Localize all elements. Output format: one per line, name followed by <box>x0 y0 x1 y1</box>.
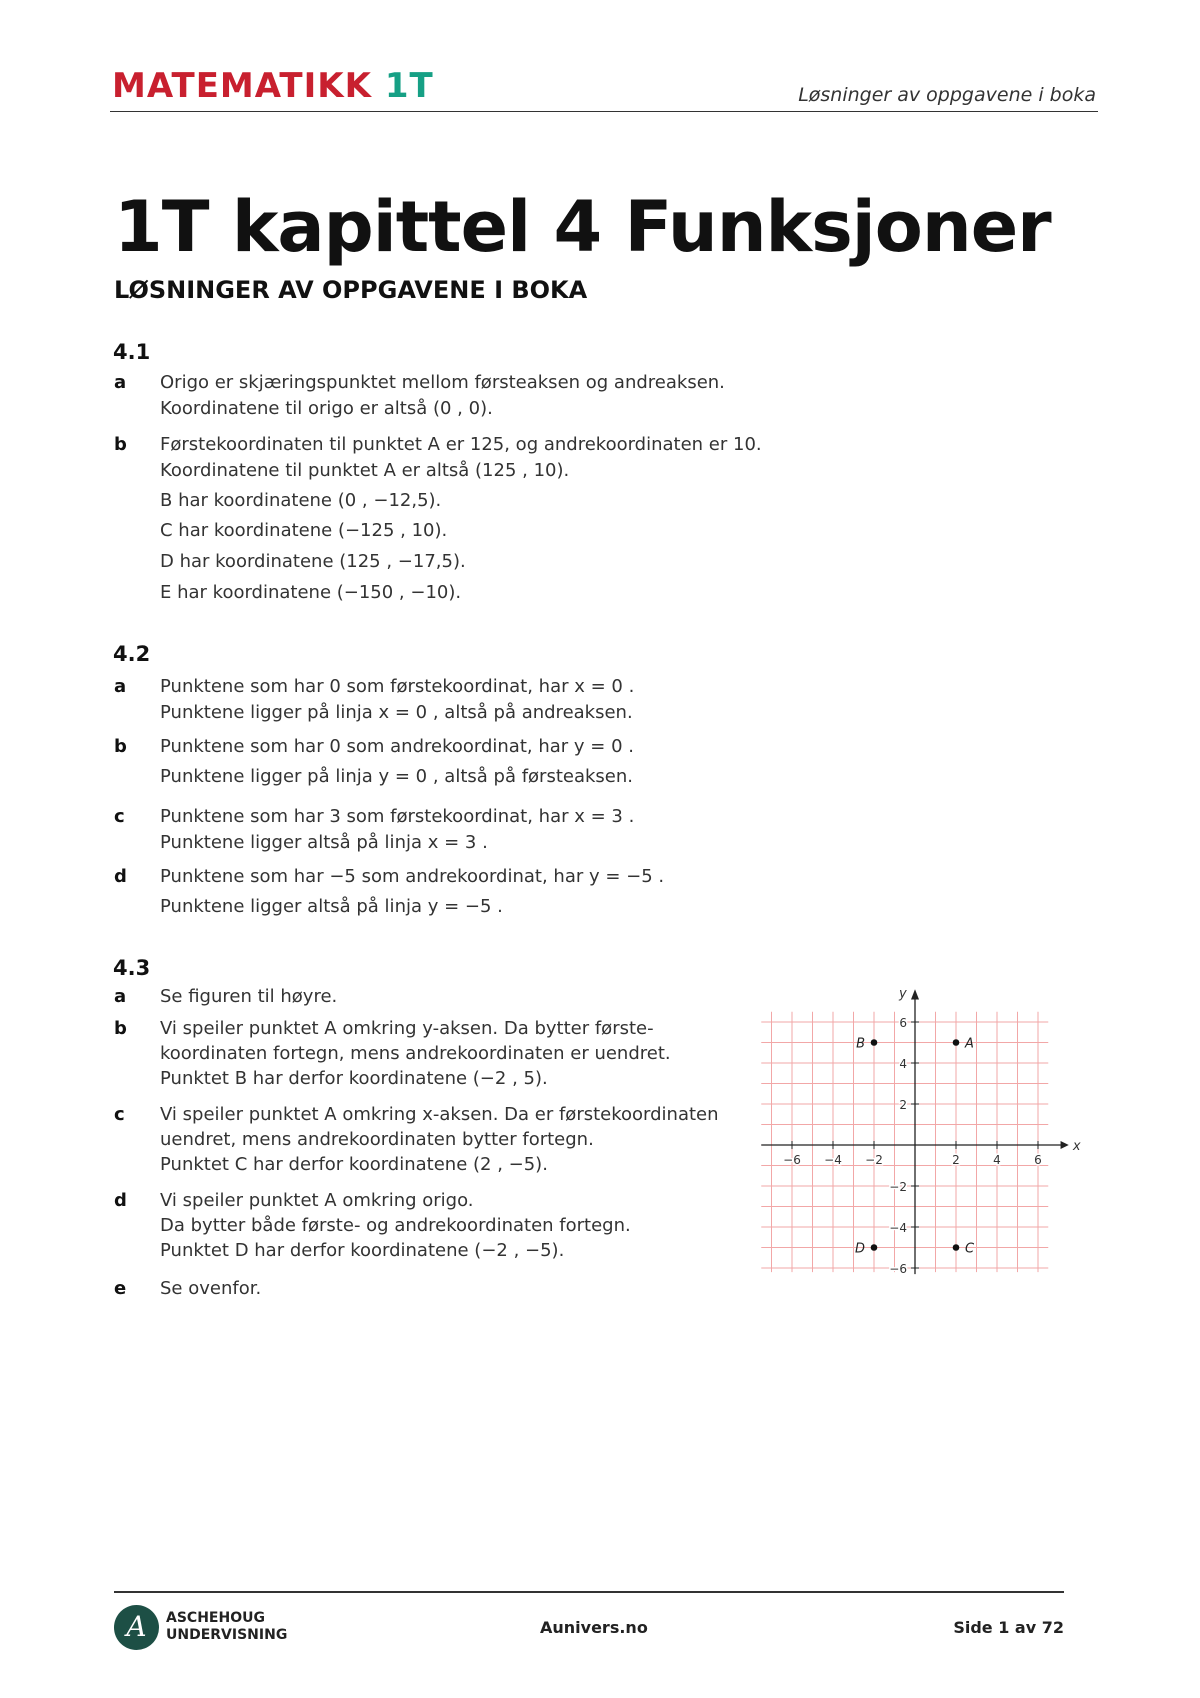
point-a <box>953 1039 960 1046</box>
text-line: Punktene ligger altså på linja y = −5 . <box>160 896 503 917</box>
brand-main: MATEMATIKK <box>112 66 372 106</box>
publisher-logo-icon: A <box>114 1605 159 1650</box>
section-heading-4-2: 4.2 <box>113 642 151 666</box>
text-line: C har koordinatene (−125 , 10). <box>160 520 448 541</box>
point-label-d: D <box>854 1241 865 1257</box>
text-line: Punktene ligger altså på linja x = 3 . <box>160 832 488 853</box>
text-line: uendret, mens andrekoordinaten bytter fortegn. <box>160 1129 594 1150</box>
x-tick-label: 4 <box>993 1153 1001 1167</box>
text-line: Punktene som har 3 som førstekoordinat, har x = 3 . <box>160 806 635 827</box>
coordinate-figure <box>780 975 1081 1276</box>
task-label-4-3d: d <box>114 1190 127 1211</box>
page-title: 1T kapittel 4 Funksjoner <box>114 186 1051 268</box>
text-line: Vi speiler punktet A omkring y-aksen. Da bytter første- <box>160 1018 654 1039</box>
header-caption: Løsninger av oppgavene i boka <box>798 84 1096 106</box>
text-line: Origo er skjæringspunktet mellom førsteaksen og andreaksen. <box>160 372 725 393</box>
text-line: Punktene som har 0 som andrekoordinat, har y = 0 . <box>160 736 634 757</box>
task-label-4-2a: a <box>114 676 127 697</box>
header-divider <box>110 111 1098 112</box>
section-heading-4-3: 4.3 <box>113 956 151 980</box>
text-line: B har koordinatene (0 , −12,5). <box>160 490 442 511</box>
y-axis-label: y <box>899 986 907 1002</box>
task-label-4-3b: b <box>114 1018 127 1039</box>
text-line: Punktene ligger på linja x = 0 , altså på andreaksen. <box>160 702 633 723</box>
y-tick-label: 6 <box>899 1016 907 1030</box>
task-label-4-2b: b <box>114 736 127 757</box>
page-number: Side 1 av 72 <box>953 1618 1064 1637</box>
publisher-line-2: UNDERVISNING <box>166 1627 288 1643</box>
task-label-4-1a: a <box>114 372 127 393</box>
task-label-4-2c: c <box>114 806 125 827</box>
y-tick-label: −2 <box>889 1180 907 1194</box>
task-label-4-3c: c <box>114 1104 125 1125</box>
text-line: Koordinatene til punktet A er altså (125 , 10). <box>160 460 570 481</box>
text-line: Punktet D har derfor koordinatene (−2 , −5). <box>160 1240 565 1261</box>
text-line: Da bytter både første- og andrekoordinaten fortegn. <box>160 1215 631 1236</box>
footer-site-link[interactable]: Aunivers.no <box>540 1618 648 1637</box>
text-line: Koordinatene til origo er altså (0 , 0). <box>160 398 493 419</box>
text-line: Punktet C har derfor koordinatene (2 , −5). <box>160 1154 548 1175</box>
publisher-line-1: ASCHEHOUG <box>166 1610 265 1626</box>
brand-accent: 1T <box>384 66 434 106</box>
point-label-b: B <box>856 1036 865 1052</box>
x-axis-label: x <box>1072 1139 1081 1154</box>
x-tick-label: −2 <box>865 1153 883 1167</box>
task-label-4-2d: d <box>114 866 127 887</box>
task-label-4-1b: b <box>114 434 127 455</box>
text-line: Se ovenfor. <box>160 1278 262 1299</box>
task-label-4-3e: e <box>114 1278 127 1299</box>
page-subtitle: LØSNINGER AV OPPGAVENE I BOKA <box>114 276 588 304</box>
x-tick-label: 6 <box>1034 1153 1042 1167</box>
footer-divider <box>114 1591 1064 1593</box>
section-heading-4-1: 4.1 <box>113 340 151 364</box>
publisher-name <box>166 1610 287 1644</box>
text-line: koordinaten fortegn, mens andrekoordinaten er uendret. <box>160 1043 671 1064</box>
text-line: Førstekoordinaten til punktet A er 125, og andrekoordinaten er 10. <box>160 434 762 455</box>
point-label-c: C <box>965 1241 975 1257</box>
point-d <box>871 1244 878 1251</box>
point-label-a: A <box>965 1036 974 1052</box>
text-line: Vi speiler punktet A omkring x-aksen. Da er førstekoordinaten <box>160 1104 719 1125</box>
task-label-4-3a: a <box>114 986 127 1007</box>
text-line: Punktene ligger på linja y = 0 , altså på førsteaksen. <box>160 766 633 787</box>
text-line: D har koordinatene (125 , −17,5). <box>160 551 466 572</box>
text-line: E har koordinatene (−150 , −10). <box>160 582 462 603</box>
y-tick-label: 4 <box>899 1057 907 1071</box>
text-line: Punktet B har derfor koordinatene (−2 , 5). <box>160 1068 548 1089</box>
text-line: Se figuren til høyre. <box>160 986 338 1007</box>
y-tick-label: −4 <box>889 1221 907 1235</box>
text-line: Punktene som har 0 som førstekoordinat, har x = 0 . <box>160 676 635 697</box>
text-line: Punktene som har −5 som andrekoordinat, har y = −5 . <box>160 866 665 887</box>
point-b <box>871 1039 878 1046</box>
brand-logo <box>112 66 434 106</box>
x-axis-arrow-icon <box>1061 1141 1069 1149</box>
x-tick-label: −4 <box>824 1153 842 1167</box>
x-tick-label: 2 <box>952 1153 960 1167</box>
x-tick-label: −6 <box>783 1153 801 1167</box>
y-tick-label: −6 <box>889 1262 907 1276</box>
point-c <box>953 1244 960 1251</box>
y-axis-arrow-icon <box>911 989 919 999</box>
text-line: Vi speiler punktet A omkring origo. <box>160 1190 474 1211</box>
y-tick-label: 2 <box>899 1098 907 1112</box>
